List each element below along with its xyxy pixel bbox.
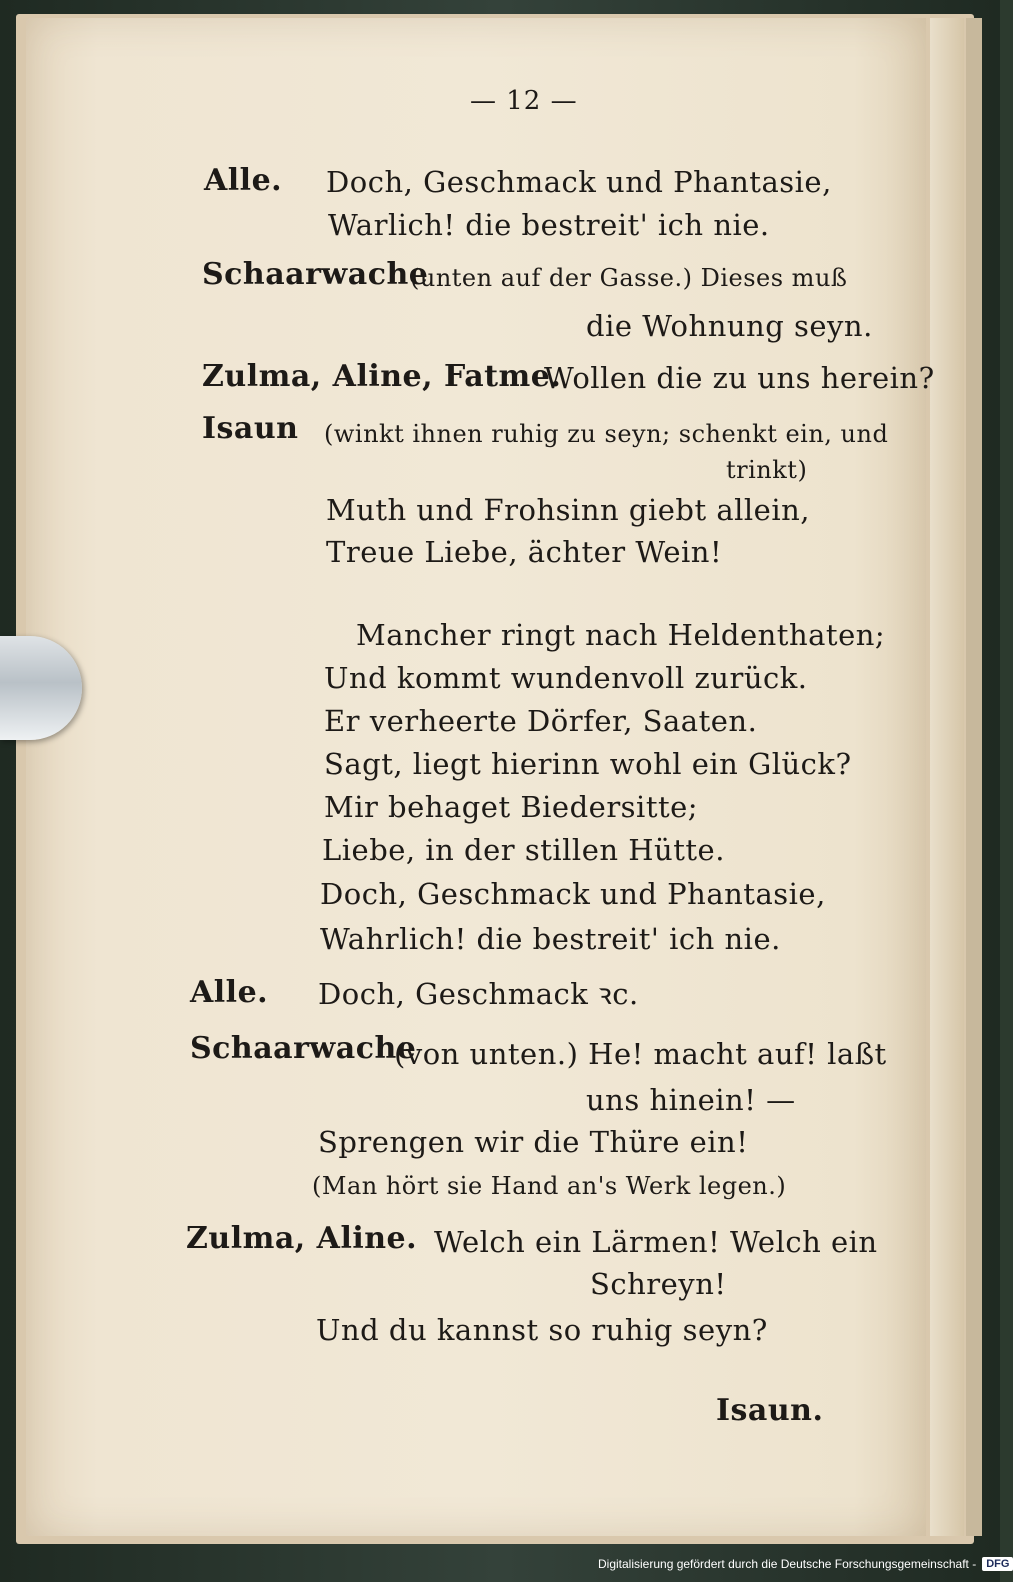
speaker-zulma-aline: Zulma, Aline. <box>186 1221 418 1256</box>
text-line: (von unten.) He! macht auf! laßt <box>394 1037 887 1071</box>
stage-direction-line: trinkt) <box>726 456 808 484</box>
speaker-alle: Alle. <box>190 975 269 1010</box>
verse-line: Sagt, liegt hierinn wohl ein Glück? <box>324 747 852 781</box>
text-line: Muth und Frohsinn giebt allein, <box>326 493 811 527</box>
text-line: Wollen die zu uns herein? <box>544 361 935 395</box>
text-line: die Wohnung seyn. <box>586 309 873 343</box>
catchword: Isaun. <box>716 1393 824 1428</box>
verse-line: Er verheerte Dörfer, Saaten. <box>324 704 758 738</box>
verse-line: Mancher ringt nach Heldenthaten; <box>356 618 886 652</box>
verse-line: Liebe, in der stillen Hütte. <box>322 833 725 867</box>
speaker-schaarwache: Schaarwache <box>190 1031 417 1066</box>
stage-direction-line: (winkt ihnen ruhig zu seyn; schenkt ein, und <box>324 420 889 448</box>
verse-line: Mir behaget Biedersitte; <box>324 790 699 824</box>
text-line: Treue Liebe, ächter Wein! <box>326 535 723 569</box>
page-number: — 12 — <box>470 86 578 116</box>
speaker-zulma-aline-fatme: Zulma, Aline, Fatme. <box>202 359 562 394</box>
text-line: uns hinein! — <box>586 1083 796 1117</box>
text-line: Doch, Geschmack ꝛc. <box>318 977 639 1011</box>
page-stack-edge <box>930 18 964 1536</box>
text-line: Schreyn! <box>590 1267 727 1301</box>
verse-line: Wahrlich! die bestreit' ich nie. <box>320 922 781 956</box>
stage-direction-line: (unten auf der Gasse.) Dieses muß <box>410 264 848 292</box>
verse-line: Und kommt wundenvoll zurück. <box>324 661 808 695</box>
footer-text: Digitalisierung gefördert durch die Deutsche Forschungsgemeinschaft - <box>598 1557 977 1571</box>
text-line: Doch, Geschmack und Phantasie, <box>326 165 832 199</box>
text-line: Warlich! die bestreit' ich nie. <box>328 208 770 242</box>
speaker-alle: Alle. <box>204 163 283 198</box>
stage-direction-line: (Man hört sie Hand an's Werk legen.) <box>312 1172 787 1200</box>
speaker-schaarwache: Schaarwache <box>202 257 429 292</box>
verse-line: Doch, Geschmack und Phantasie, <box>320 877 826 911</box>
cover-edge <box>966 18 982 1536</box>
speaker-isaun: Isaun <box>202 411 299 446</box>
text-line: Welch ein Lärmen! Welch ein <box>434 1225 878 1259</box>
text-line: Und du kannst so ruhig seyn? <box>316 1313 768 1347</box>
dfg-logo: DFG <box>982 1557 1013 1571</box>
text-line: Sprengen wir die Thüre ein! <box>318 1125 749 1159</box>
digitization-footer <box>598 1553 1013 1575</box>
